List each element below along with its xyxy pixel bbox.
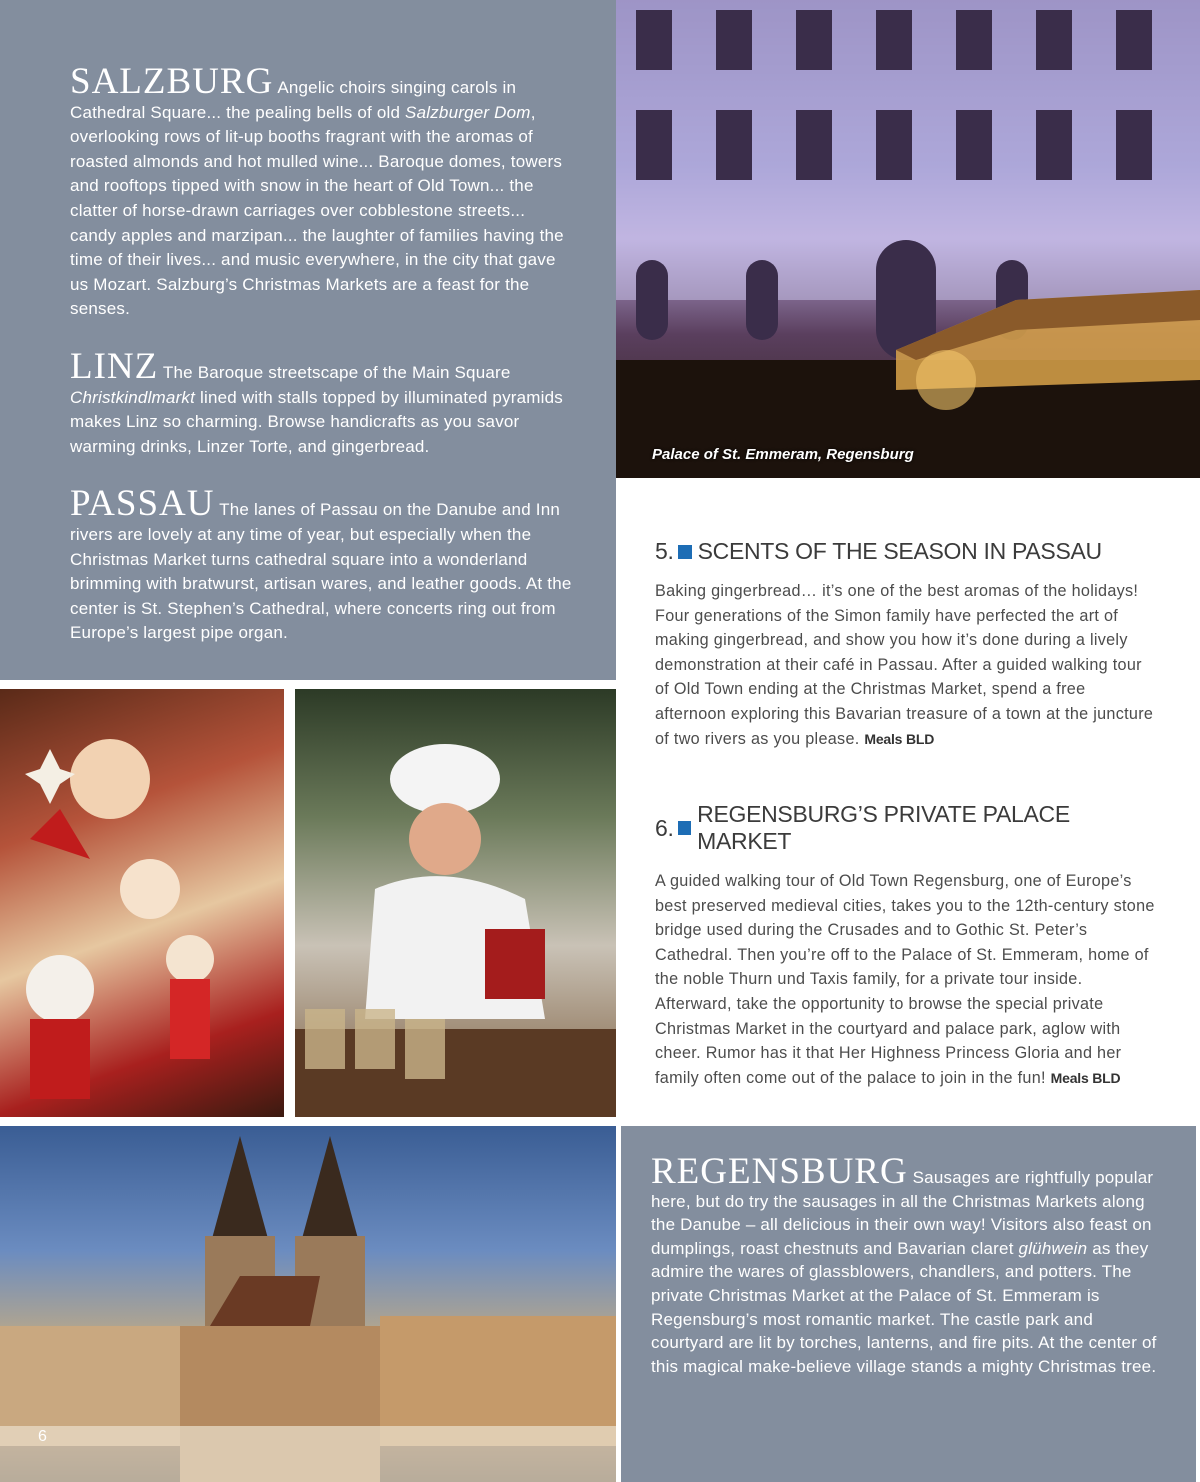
regensburg-text-panel xyxy=(621,1126,1196,1482)
section-5-body: Baking gingerbread… it’s one of the best aromas of the holidays! Four generations of the Simon family have perfected the art of making gingerbread, and show you how it’s done during a lively demonstration at their café in Passau. After a guided walking tour of Old Town ending at the Christmas Market, spend a free afternoon exploring this Bavarian treasure of a town at the juncture of two rivers as you please. Meals BLD xyxy=(655,582,1154,748)
section-5-title: SCENTS OF THE SEASON IN PASSAU xyxy=(697,538,1102,564)
section-6-heading xyxy=(655,801,1155,855)
section-5-heading xyxy=(655,538,1155,565)
section-5-number: 5. xyxy=(655,538,674,564)
section-6-body: A guided walking tour of Old Town Regensburg, one of Europe’s best preserved medieval cities, takes you to the 12th-century stone bridge used during the Crusades and to Gothic St. Peter’s Cathedral. Then you’re off to the Palace of St. Emmeram, home of the noble Thurn und Taxis family, for a private tour inside. Afterward, take the opportunity to browse the special private Christmas Market in the courtyard and palace park, aglow with cheer. Rumor has it that Her Highness Princess Gloria and her family often come out of the palace to join in the fun! Meals BLD xyxy=(655,872,1155,1087)
square-bullet-icon xyxy=(678,821,692,835)
section-6-number: 6. xyxy=(655,814,674,841)
salzburg-paragraph: SALZBURG Angelic choirs singing carols in Cathedral Square... the pealing bells of old Salzburger Dom, overlooking rows of lit-up booths fragrant with the aromas of roasted almonds and hot mulled wine... Baroque domes, towers and rooftops tipped with snow in the heart of Old Town... the clatter of horse-drawn carriages over cobblestone streets... candy apples and marzipan... the laughter of families having the time of their lives... and music everywhere, in the city that gave us Mozart. Salzburg’s Christmas Markets are a feast for the senses. xyxy=(70,61,564,319)
section-5-meals: Meals BLD xyxy=(864,730,935,747)
regensburg-paragraph: REGENSBURG Sausages are rightfully popular here, but do try the sausages in all the Christmas Markets along the Danube – all delicious in their own way! Visitors also feast on dumplings, roast chestnuts and Bavarian claret glühwein as they admire the wares of glassblowers, chandlers, and potters. The private Christmas Market at the Palace of St. Emmeram is Regensburg’s most romantic market. The castle park and courtyard are lit by torches, lanterns, and fire pits. At the center of this magical make-believe village stands a mighty Christmas tree. xyxy=(651,1151,1157,1376)
section-6-meals: Meals BLD xyxy=(1050,1069,1121,1086)
square-bullet-icon xyxy=(678,545,692,559)
smoker-figurines-photo xyxy=(0,689,284,1117)
baker-illustration xyxy=(295,689,616,1117)
section-5 xyxy=(655,538,1155,751)
top-left-text-panel xyxy=(0,0,616,680)
regensburg-cathedral-photo xyxy=(0,1126,616,1482)
figurines-illustration xyxy=(0,689,284,1117)
passau-paragraph: PASSAU The lanes of Passau on the Danube and Inn rivers are lovely at any time of year, but especially when the Christmas Market turns cathedral square into a wonderland brimming with bratwurst, artisan wares, and leather goods. At the center is St. Stephen’s Cathedral, where concerts ring out from Europe’s largest pipe organ. xyxy=(70,483,572,643)
regensburg-heading: REGENSBURG xyxy=(651,1151,908,1192)
gingerbread-baker-photo xyxy=(295,689,616,1117)
palace-illustration xyxy=(616,0,1200,478)
linz-paragraph: LINZ The Baroque streetscape of the Main Square Christkindlmarkt lined with stalls topped by illuminated pyramids makes Linz so charming. Browse handicrafts as you savor warming drinks, Linzer Torte, and gingerbread. xyxy=(70,345,563,456)
page-number: 6 xyxy=(38,1428,47,1445)
palace-photo xyxy=(616,0,1200,478)
salzburg-heading: SALZBURG xyxy=(70,61,274,102)
section-6-title: REGENSBURG’S PRIVATE PALACE MARKET xyxy=(697,801,1070,854)
section-6 xyxy=(655,801,1155,1090)
passau-heading: PASSAU xyxy=(70,483,215,525)
linz-heading: LINZ xyxy=(70,345,159,387)
palace-photo-caption: Palace of St. Emmeram, Regensburg xyxy=(652,446,914,463)
cathedral-illustration xyxy=(0,1126,616,1482)
